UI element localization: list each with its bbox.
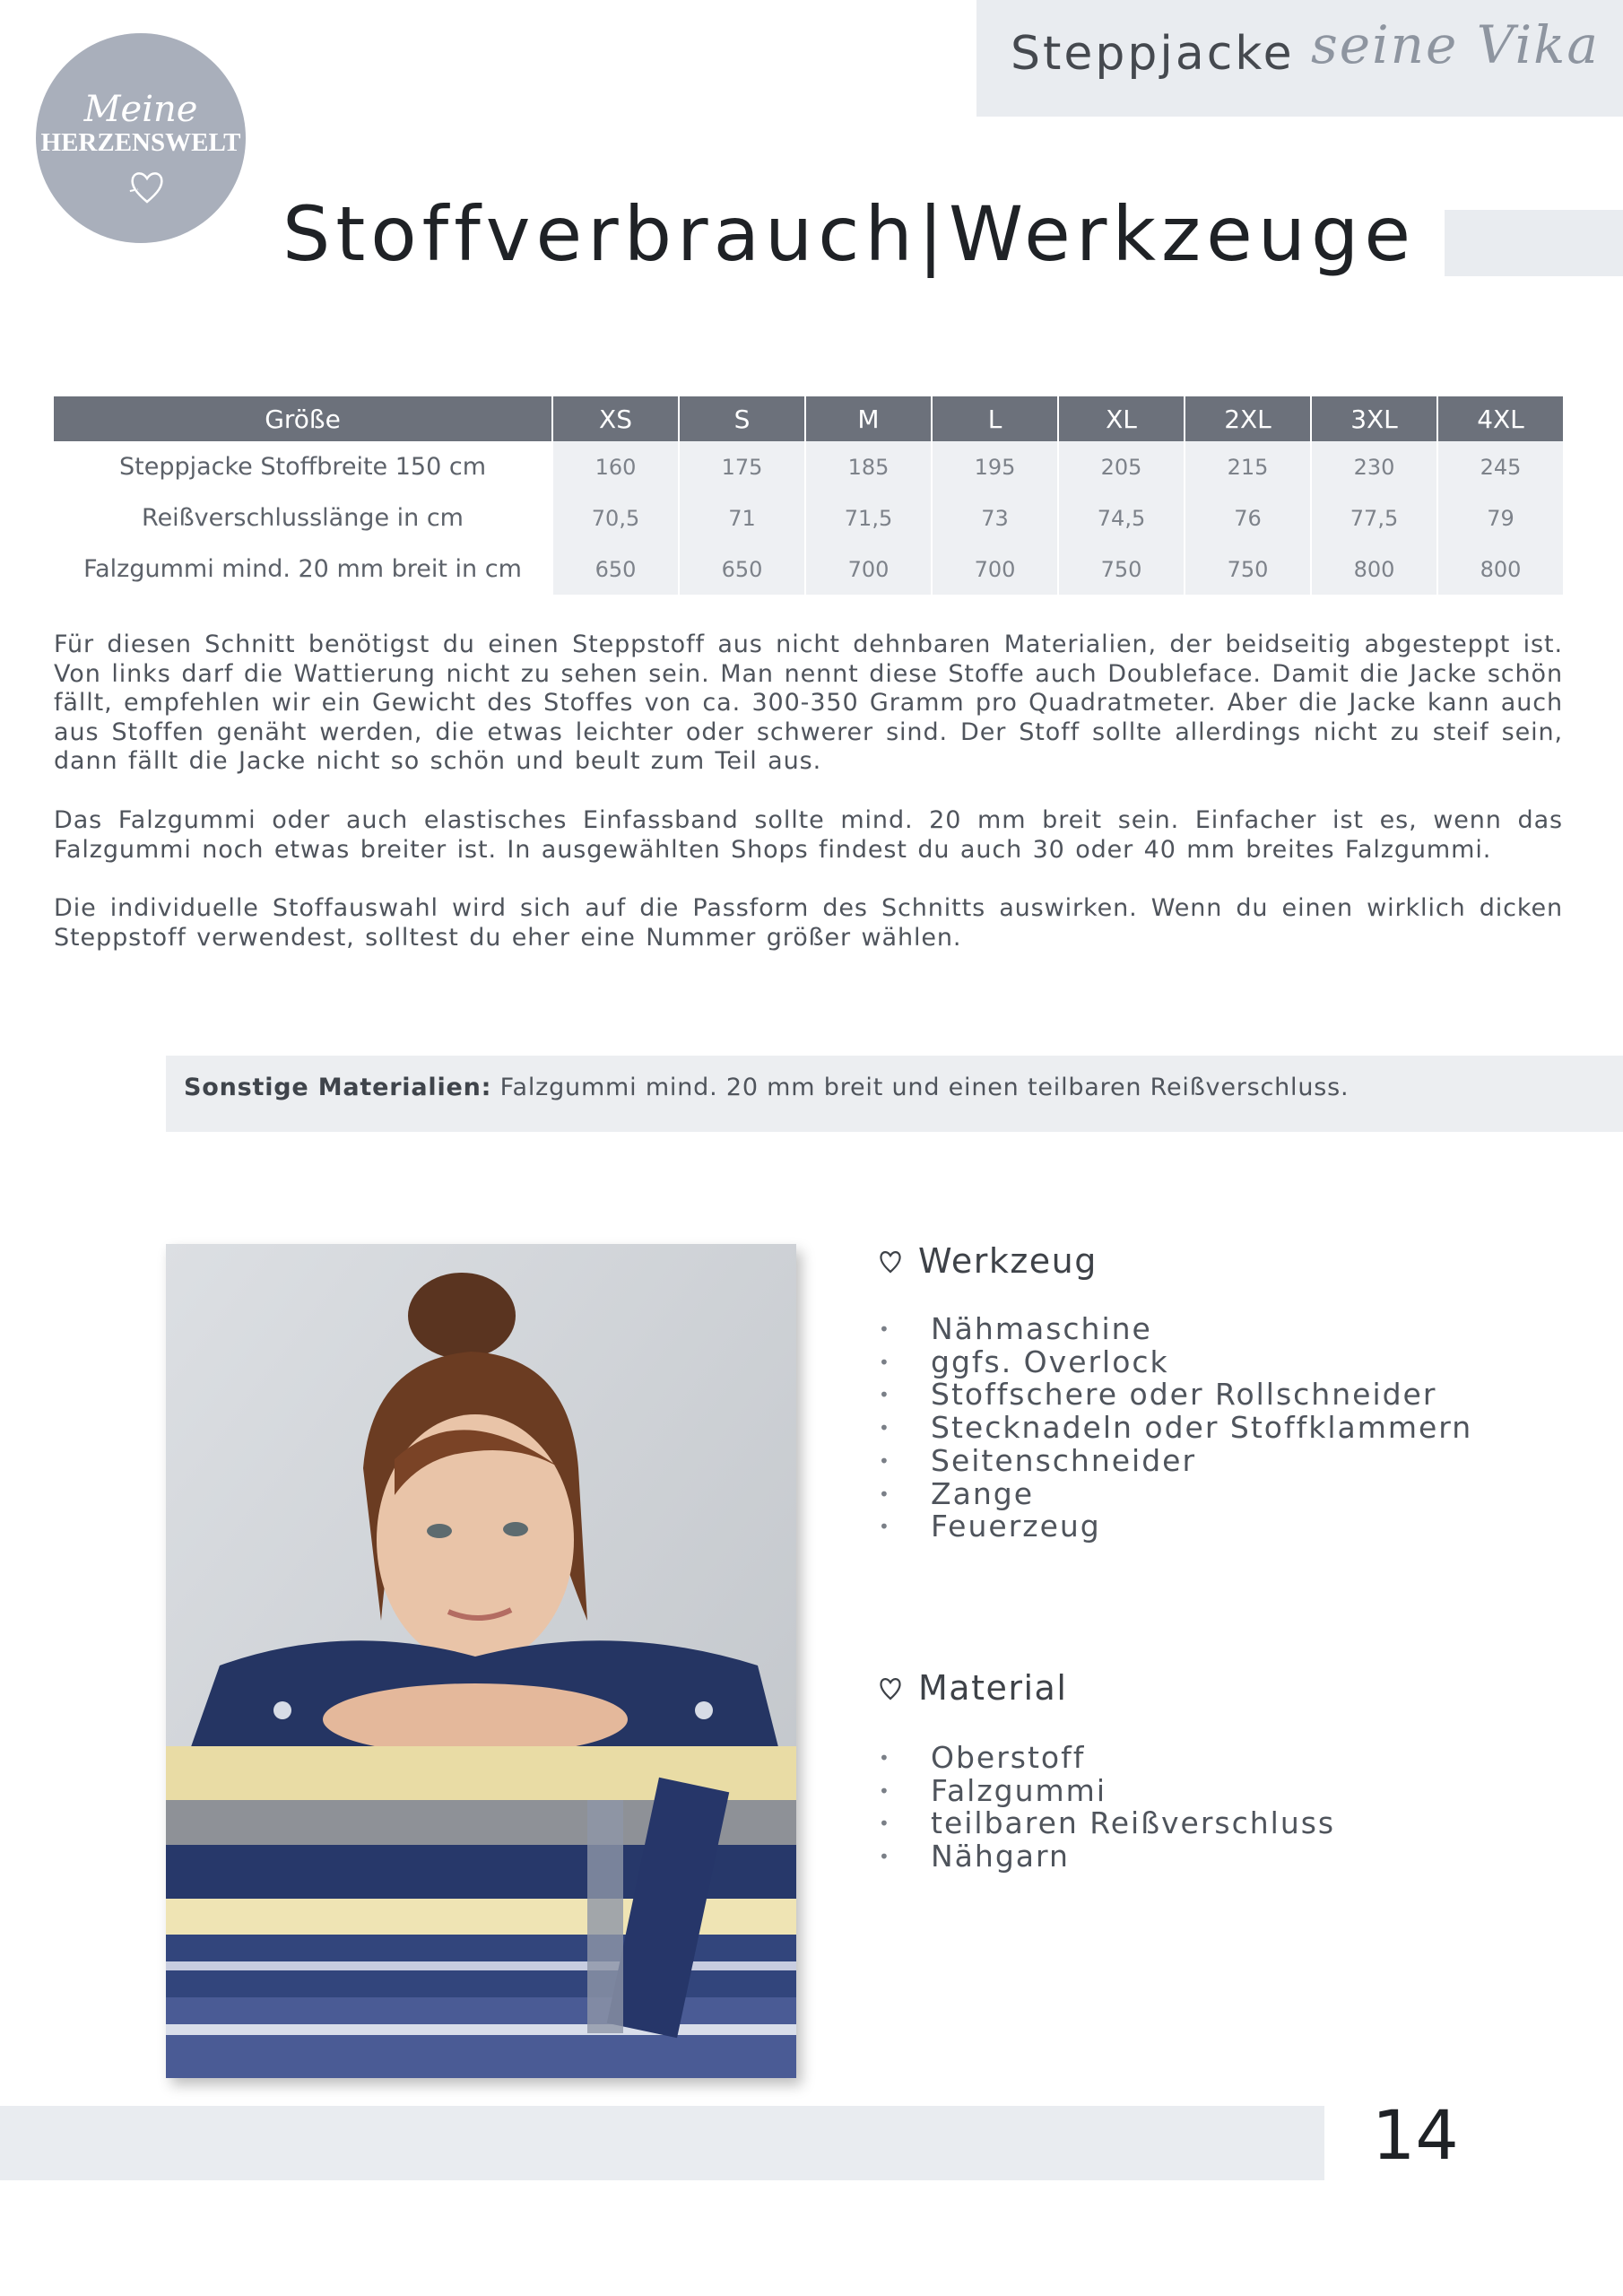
table-cell: 800 (1311, 544, 1437, 595)
author-photo-illustration (166, 1244, 796, 2078)
row-label: Reißverschlusslänge in cm (54, 492, 552, 544)
table-header-size: XS (552, 396, 679, 441)
table-cell: 700 (805, 544, 932, 595)
table-cell: 230 (1311, 441, 1437, 492)
page-title: Stoffverbrauch|Werkzeuge (282, 190, 1417, 278)
heart-icon (877, 1248, 904, 1274)
list-item: • Nähmaschine (879, 1313, 1472, 1346)
page-number: 14 (1372, 2095, 1459, 2175)
row-label: Steppjacke Stoffbreite 150 cm (54, 441, 552, 492)
brand-script: seine Vika (1311, 14, 1600, 75)
table-header-size: XL (1058, 396, 1185, 441)
author-photo (166, 1244, 796, 2078)
body-paragraph: Für diesen Schnitt benötigst du einen Steppstoff aus nicht dehnbaren Materialien, der beidseitig abgesteppt ist. Von links darf die Wattierung nicht zu sehen sein. Man nennt diese Stoffe auch Doubleface. Damit die Jacke schön fällt, empfehlen wir ein Gewicht des Stoffes von ca. 300-350 Gramm pro Quadratmeter. Aber die Jacke kann auch aus Stoffen genäht werden, die etwas leichter oder schwerer sind. Der Stoff sollte allerdings nicht zu steif sein, dann fällt die Jacke nicht so schön und beult zum Teil aus. (54, 631, 1563, 776)
table-header-size: 3XL (1311, 396, 1437, 441)
table-cell: 74,5 (1058, 492, 1185, 544)
logo-script-text: Meine (83, 89, 198, 130)
werkzeug-heading: Werkzeug (918, 1241, 1098, 1281)
table-header-size: M (805, 396, 932, 441)
table-cell: 800 (1437, 544, 1563, 595)
table-header-size: 4XL (1437, 396, 1563, 441)
materials-note (184, 1074, 1349, 1101)
brand-title: Steppjacke (1011, 27, 1295, 81)
table-header-size: L (932, 396, 1058, 441)
size-table (54, 396, 1563, 595)
table-cell: 650 (679, 544, 805, 595)
table-cell: 245 (1437, 441, 1563, 492)
material-heading: Material (918, 1668, 1068, 1708)
table-cell: 76 (1185, 492, 1311, 544)
list-item: • Stoffschere oder Rollschneider (879, 1378, 1472, 1412)
table-cell: 70,5 (552, 492, 679, 544)
body-paragraph: Die individuelle Stoffauswahl wird sich auf die Passform des Schnitts auswirken. Wenn du einen wirklich dicken Steppstoff verwendest, solltest du eher eine Nummer größer wählen. (54, 894, 1563, 952)
list-item: • ggfs. Overlock (879, 1346, 1472, 1379)
list-item: • teilbaren Reißverschluss (879, 1807, 1335, 1840)
heart-icon (877, 1674, 904, 1701)
table-row (54, 492, 1563, 544)
footer-band (0, 2106, 1324, 2180)
materials-note-label: Sonstige Materialien: (184, 1074, 492, 1101)
table-header-label: Größe (54, 396, 552, 441)
table-cell: 73 (932, 492, 1058, 544)
table-cell: 750 (1058, 544, 1185, 595)
material-list (879, 1742, 1335, 1874)
werkzeug-heading-block (877, 1241, 1098, 1281)
table-cell: 700 (932, 544, 1058, 595)
logo-heart-icon (127, 166, 167, 207)
list-item: • Seitenschneider (879, 1445, 1472, 1478)
title-accent-box (1445, 210, 1623, 276)
table-row (54, 544, 1563, 595)
material-heading-block (877, 1668, 1067, 1708)
logo-name-text: HERZENSWELT (40, 128, 241, 157)
table-cell: 77,5 (1311, 492, 1437, 544)
body-paragraph: Das Falzgummi oder auch elastisches Einfassband sollte mind. 20 mm breit sein. Einfacher ist es, wenn das Falzgummi noch etwas breiter ist. In ausgewählten Shops findest du auch 30 oder 40 mm breites Falzgummi. (54, 806, 1563, 864)
table-cell: 79 (1437, 492, 1563, 544)
table-header-size: 2XL (1185, 396, 1311, 441)
table-header-size: S (679, 396, 805, 441)
row-label: Falzgummi mind. 20 mm breit in cm (54, 544, 552, 595)
werkzeug-list (879, 1313, 1472, 1544)
list-item: • Nähgarn (879, 1840, 1335, 1874)
table-cell: 71,5 (805, 492, 932, 544)
table-cell: 205 (1058, 441, 1185, 492)
table-cell: 215 (1185, 441, 1311, 492)
list-item: • Falzgummi (879, 1775, 1335, 1808)
table-cell: 195 (932, 441, 1058, 492)
table-cell: 750 (1185, 544, 1311, 595)
table-cell: 175 (679, 441, 805, 492)
list-item: • Stecknadeln oder Stoffklammern (879, 1412, 1472, 1445)
table-cell: 160 (552, 441, 679, 492)
table-cell: 650 (552, 544, 679, 595)
table-header-row (54, 396, 1563, 441)
brand-logo (36, 33, 246, 243)
table-cell: 71 (679, 492, 805, 544)
list-item: • Feuerzeug (879, 1510, 1472, 1544)
materials-note-text: Falzgummi mind. 20 mm breit und einen teilbaren Reißverschluss. (491, 1074, 1350, 1101)
table-cell: 185 (805, 441, 932, 492)
list-item: • Zange (879, 1478, 1472, 1511)
table-row (54, 441, 1563, 492)
list-item: • Oberstoff (879, 1742, 1335, 1775)
